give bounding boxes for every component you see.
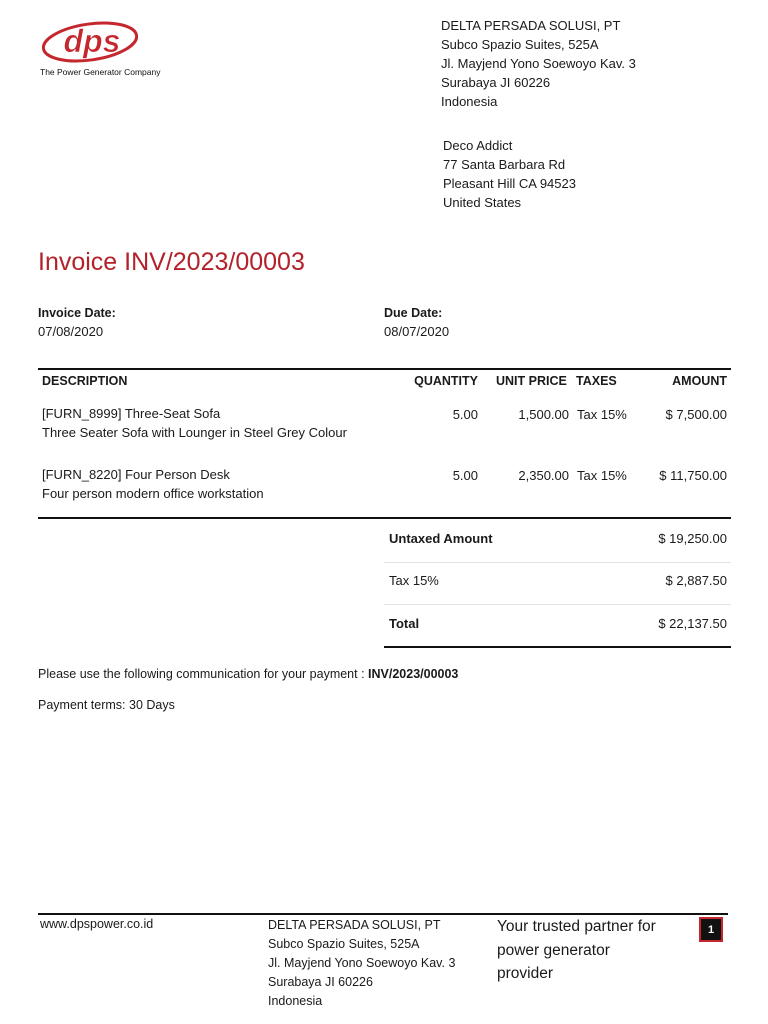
recipient-address <box>443 136 576 212</box>
header-quantity: QUANTITY <box>414 374 478 388</box>
header-amount: AMOUNT <box>672 374 727 388</box>
invoice-title: Invoice INV/2023/00003 <box>38 248 305 276</box>
header-taxes: TAXES <box>576 374 617 388</box>
footer-website: www.dpspower.co.id <box>40 917 154 931</box>
totals-divider <box>384 562 731 563</box>
footer-address-line: Jl. Mayjend Yono Soewoyo Kav. 3 <box>268 956 456 970</box>
invoice-date-block <box>38 306 116 339</box>
table-row <box>42 467 264 501</box>
footer-address-line: Subco Spazio Suites, 525A <box>268 937 420 951</box>
recipient-address-line: 77 Santa Barbara Rd <box>443 157 566 172</box>
logo-text: dps <box>63 23 121 59</box>
header-unit-price: UNIT PRICE <box>496 374 567 388</box>
recipient-address-line: United States <box>443 195 522 210</box>
table-bottom-rule <box>38 517 731 519</box>
row-unit-price: 2,350.00 <box>518 468 569 483</box>
company-tagline: The Power Generator Company <box>40 67 161 77</box>
due-date-label: Due Date: <box>384 306 443 320</box>
footer-address-line: Surabaya JI 60226 <box>268 975 373 989</box>
page-number: 1 <box>699 917 723 942</box>
row-description-detail: Four person modern office workstation <box>42 486 264 501</box>
row-amount: $ 11,750.00 <box>659 468 727 483</box>
sender-address-line: Subco Spazio Suites, 525A <box>441 37 599 52</box>
table-row <box>42 406 347 440</box>
footer-address <box>268 916 455 1011</box>
table-top-rule <box>38 368 731 370</box>
due-date-block <box>384 306 449 339</box>
sender-address-line: Surabaya JI 60226 <box>441 75 551 90</box>
total-label: Total <box>389 616 420 631</box>
sender-name: DELTA PERSADA SOLUSI, PT <box>441 18 621 33</box>
untaxed-amount-value: $ 19,250.00 <box>658 531 727 546</box>
tax-value: $ 2,887.50 <box>665 573 727 588</box>
dps-logo-icon <box>38 18 148 68</box>
row-quantity: 5.00 <box>452 468 478 483</box>
footer-address-line: Indonesia <box>268 994 323 1008</box>
row-amount: $ 7,500.00 <box>665 407 727 422</box>
company-logo <box>38 18 178 80</box>
totals-bottom-rule <box>384 646 731 648</box>
row-taxes: Tax 15% <box>577 407 627 422</box>
footer-company-name: DELTA PERSADA SOLUSI, PT <box>268 918 441 932</box>
row-unit-price: 1,500.00 <box>518 407 569 422</box>
header-description: DESCRIPTION <box>42 374 128 388</box>
row-description: [FURN_8220] Four Person Desk <box>42 467 230 482</box>
totals-divider <box>384 604 731 605</box>
invoice-date-label: Invoice Date: <box>38 306 116 320</box>
payment-terms: Payment terms: 30 Days <box>38 698 175 712</box>
row-quantity: 5.00 <box>452 407 478 422</box>
sender-address-line: Jl. Mayjend Yono Soewoyo Kav. 3 <box>441 56 636 71</box>
recipient-address-line: Pleasant Hill CA 94523 <box>443 176 576 191</box>
sender-address-line: Indonesia <box>441 94 498 109</box>
tax-label: Tax 15% <box>389 573 439 588</box>
sender-address <box>441 16 636 111</box>
payment-reference: INV/2023/00003 <box>368 667 459 681</box>
row-description: [FURN_8999] Three-Seat Sofa <box>42 406 221 421</box>
due-date-value: 08/07/2020 <box>384 324 450 339</box>
recipient-name: Deco Addict <box>443 138 513 153</box>
footer-slogan: Your trusted partner for power generator provider <box>497 918 656 982</box>
payment-communication <box>38 667 458 681</box>
row-description-detail: Three Seater Sofa with Lounger in Steel Grey Colour <box>42 425 347 440</box>
total-value: $ 22,137.50 <box>658 616 727 631</box>
payment-communication-text: Please use the following communication for your payment : <box>38 667 369 681</box>
row-taxes: Tax 15% <box>577 468 627 483</box>
untaxed-amount-label: Untaxed Amount <box>389 531 493 546</box>
invoice-date-value: 07/08/2020 <box>38 324 104 339</box>
